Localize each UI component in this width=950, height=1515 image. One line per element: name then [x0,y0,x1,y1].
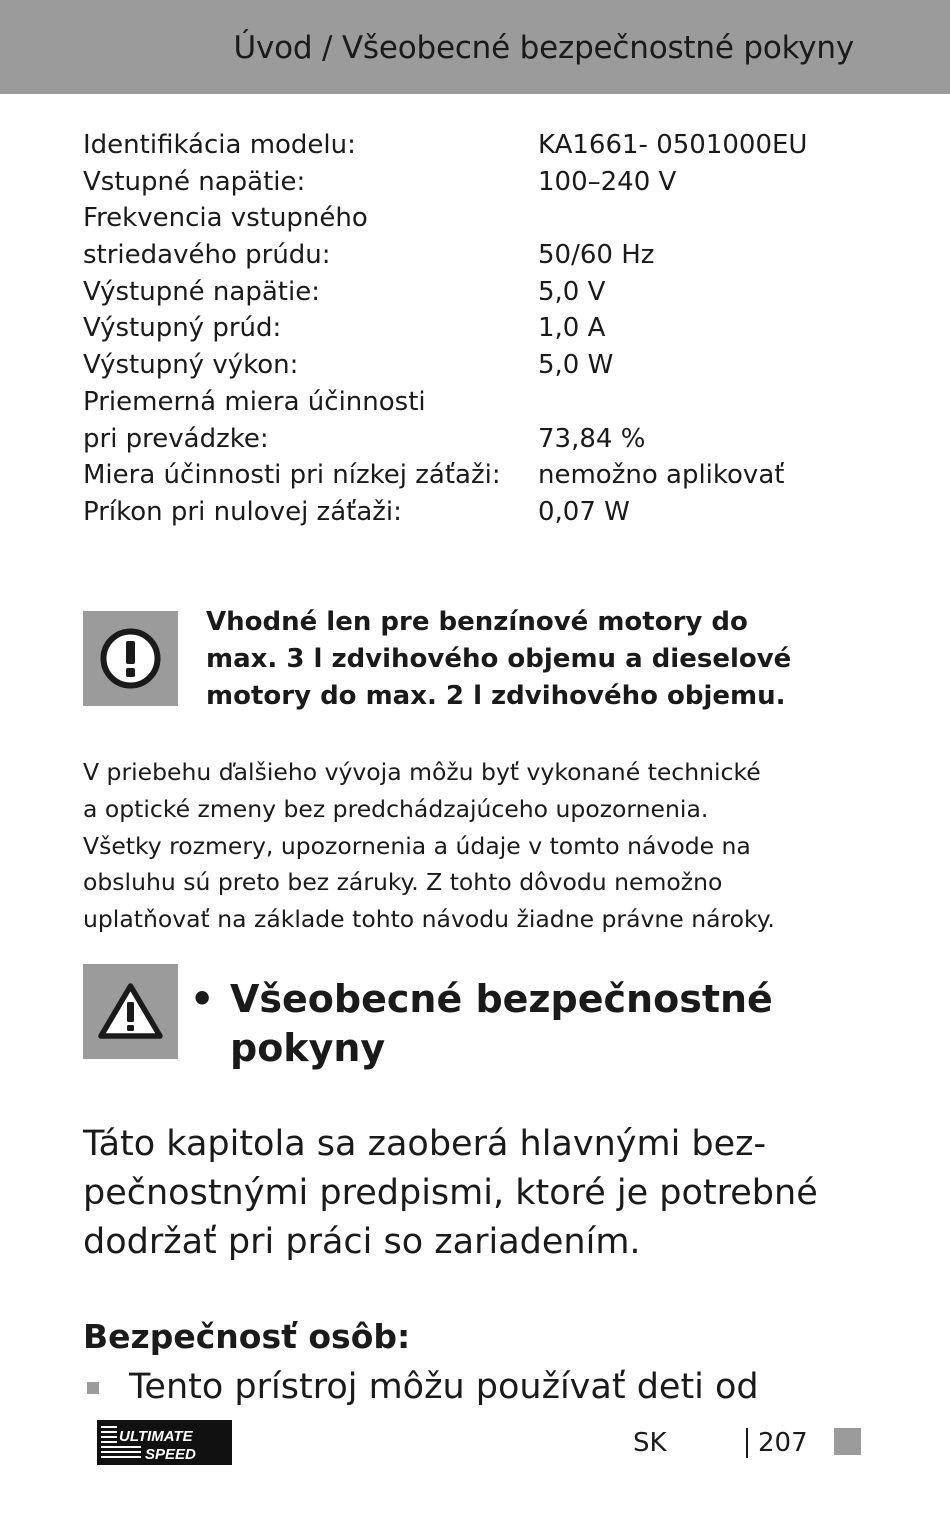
disclaimer-line: a optické zmeny bez predchádzajúceho upozornenia. [83,794,709,823]
spec-label: Výstupný výkon: [83,350,299,381]
spec-row [83,274,883,311]
spec-row [83,384,883,421]
section-title-line: pokyny [230,1026,386,1070]
disclaimer-line: Všetky rozmery, upozornenia a údaje v tomto návode na [83,831,751,860]
spec-label: Identifikácia modelu: [83,130,356,160]
logo-text-ultimate: ULTIMATE [119,1428,193,1445]
spec-label: Výstupné napätie: [83,276,320,307]
subheading: Bezpečnosť osôb: [83,1317,411,1356]
spec-value: KA1661- 0501000EU [538,130,808,160]
spec-row [83,127,883,164]
spec-row [83,310,883,347]
spec-row [83,164,883,201]
spec-label: Frekvencia vstupného [83,203,368,234]
list-bullet-square [87,1382,99,1394]
spec-label: Priemerná miera účinnosti [83,386,426,417]
spec-value: 1,0 A [538,313,606,344]
spec-value: 5,0 V [538,276,606,307]
disclaimer-line: V priebehu ďalšieho vývoja môžu byť vykonané technické [83,758,761,786]
ultimate-speed-logo [97,1420,232,1465]
spec-row [83,347,883,384]
exclamation-icon [83,611,178,706]
spec-value: nemožno aplikovať [538,460,785,491]
section-title-line: Všeobecné bezpečnostné [230,977,773,1021]
intro-line: dodržať pri práci so zariadením. [83,1222,641,1262]
footer-language: SK [633,1428,667,1458]
notice-line: max. 3 l zdvihového objemu a dieselové [206,644,792,674]
spec-label: Príkon pri nulovej záťaži: [83,496,402,527]
header-title: Úvod / Všeobecné bezpečnostné pokyny [233,30,854,66]
spec-value: 0,07 W [538,496,630,527]
notice-text [206,604,906,715]
spec-row [83,200,883,237]
list-item-text: Tento prístroj môžu používať deti od [129,1367,759,1407]
spec-label: striedavého prúdu: [83,240,331,271]
footer-square [834,1428,861,1455]
intro-paragraph [83,1120,903,1267]
spec-row [83,237,883,274]
spec-label: pri prevádzke: [83,423,269,454]
section-title [230,975,870,1073]
spec-row [83,494,883,531]
footer-separator [746,1428,748,1458]
spec-row [83,457,883,494]
disclaimer-line: uplatňovať na základe tohto návodu žiadne právne nároky. [83,905,775,934]
page-number: 207 [758,1428,808,1458]
intro-line: Táto kapitola sa zaoberá hlavnými bez- [83,1124,767,1164]
spec-label: Miera účinnosti pri nízkej záťaži: [83,460,501,491]
page-header [0,0,950,94]
logo-text-speed: SPEED [145,1446,196,1463]
disclaimer-paragraph [83,754,903,938]
spec-table [83,127,883,531]
spec-label: Vstupné napätie: [83,166,306,197]
heading-bullet: • [190,977,215,1021]
spec-label: Výstupný prúd: [83,313,282,344]
spec-value: 5,0 W [538,350,614,381]
spec-value: 73,84 % [538,423,646,454]
warning-triangle-icon [83,964,178,1059]
disclaimer-line: obsluhu sú preto bez záruky. Z tohto dôvodu nemožno [83,868,723,897]
notice-line: motory do max. 2 l zdvihového objemu. [206,681,786,711]
spec-value: 50/60 Hz [538,240,655,271]
spec-value: 100–240 V [538,166,677,197]
notice-line: Vhodné len pre benzínové motory do [206,607,748,637]
spec-row [83,421,883,458]
intro-line: pečnostnými predpismi, ktoré je potrebné [83,1173,818,1213]
